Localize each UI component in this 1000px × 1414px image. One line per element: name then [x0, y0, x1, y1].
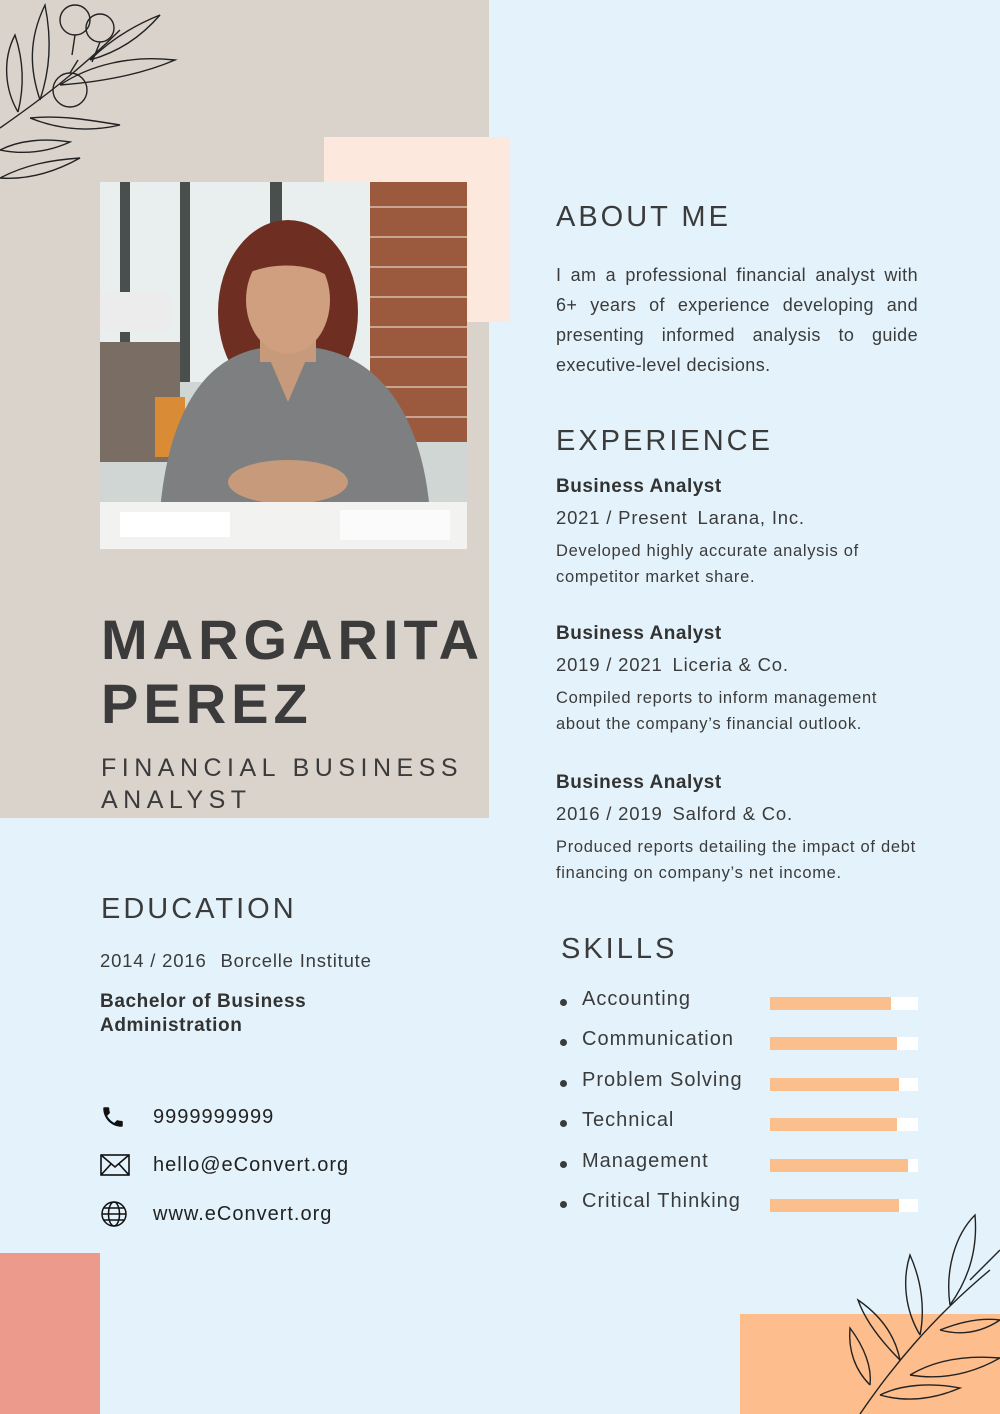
skill-level-fill — [770, 1078, 899, 1091]
experience-heading: EXPERIENCE — [556, 425, 773, 457]
skill-level-bar — [770, 1159, 918, 1172]
skill-name: Management — [582, 1149, 709, 1172]
skill-level-fill — [770, 1037, 897, 1050]
experience-period: 2019 / 2021 — [556, 654, 663, 675]
skill-item — [560, 988, 920, 1028]
skill-item — [560, 1028, 920, 1068]
experience-meta — [556, 803, 946, 825]
experience-description: Developed highly accurate analysis of competitor market share. — [556, 542, 859, 586]
skill-item — [560, 1109, 920, 1149]
experience-item — [556, 772, 946, 886]
experience-item — [556, 476, 946, 590]
skill-level-bar — [770, 1199, 918, 1212]
skill-level-fill — [770, 997, 891, 1010]
about-heading: ABOUT ME — [556, 201, 731, 233]
globe-icon — [100, 1199, 132, 1229]
profile-photo — [100, 182, 467, 549]
first-name: MARGARITA — [101, 608, 485, 671]
skill-name: Critical Thinking — [582, 1189, 741, 1212]
job-title: FINANCIAL BUSINESS ANALYST — [101, 754, 464, 814]
phone-number: 9999999999 — [153, 1105, 275, 1128]
experience-company: Larana, Inc. — [697, 507, 805, 528]
contact-website — [100, 1199, 332, 1229]
skill-level-fill — [770, 1118, 897, 1131]
website-url[interactable]: www.eConvert.org — [153, 1202, 333, 1225]
accent-block-bottom-left — [0, 1253, 100, 1414]
experience-title: Business Analyst — [556, 772, 722, 793]
experience-meta — [556, 507, 946, 529]
experience-description: Compiled reports to inform management about the company’s financial outlook. — [556, 689, 878, 733]
skill-item — [560, 1150, 920, 1190]
skill-level-fill — [770, 1159, 908, 1172]
bullet-icon — [560, 999, 567, 1006]
skill-name: Problem Solving — [582, 1068, 743, 1091]
bullet-icon — [560, 1201, 567, 1208]
bullet-icon — [560, 1039, 567, 1046]
experience-period: 2016 / 2019 — [556, 803, 663, 824]
skill-name: Technical — [582, 1109, 675, 1132]
email-address[interactable]: hello@eConvert.org — [153, 1153, 350, 1176]
education-heading: EDUCATION — [101, 893, 297, 925]
skill-name: Communication — [582, 1028, 734, 1051]
phone-icon — [100, 1102, 132, 1132]
last-name: PEREZ — [101, 672, 313, 735]
bullet-icon — [560, 1080, 567, 1087]
skill-level-bar — [770, 1078, 918, 1091]
contact-email — [100, 1150, 349, 1180]
candidate-name — [101, 608, 491, 736]
bullet-icon — [560, 1120, 567, 1127]
skill-level-fill — [770, 1199, 899, 1212]
education-meta — [100, 950, 372, 972]
education-period: 2014 / 2016 — [100, 950, 207, 971]
experience-title: Business Analyst — [556, 623, 722, 644]
experience-meta — [556, 654, 946, 676]
skill-item — [560, 1190, 920, 1230]
contact-phone — [100, 1102, 274, 1132]
leaf-branch-decoration-top — [0, 0, 185, 190]
about-text: I am a professional financial analyst with 6+ years of experience developing and presenting informed analysis to guide executive-level decisions. — [556, 265, 918, 375]
education-degree: Bachelor of Business Administration — [100, 991, 307, 1036]
envelope-icon — [100, 1150, 132, 1180]
leaf-branch-decoration-bottom — [840, 1210, 1000, 1414]
experience-item — [556, 623, 946, 737]
skill-level-bar — [770, 997, 918, 1010]
skills-list — [560, 988, 920, 1230]
experience-description: Produced reports detailing the impact of debt financing on company’s net income. — [556, 838, 916, 882]
experience-title: Business Analyst — [556, 476, 722, 497]
skills-heading: SKILLS — [561, 933, 678, 965]
experience-company: Liceria & Co. — [672, 654, 789, 675]
experience-company: Salford & Co. — [672, 803, 793, 824]
skill-item — [560, 1069, 920, 1109]
skill-name: Accounting — [582, 988, 691, 1010]
education-institution: Borcelle Institute — [220, 950, 372, 971]
experience-period: 2021 / Present — [556, 507, 688, 528]
bullet-icon — [560, 1161, 567, 1168]
skill-level-bar — [770, 1118, 918, 1131]
skill-level-bar — [770, 1037, 918, 1050]
